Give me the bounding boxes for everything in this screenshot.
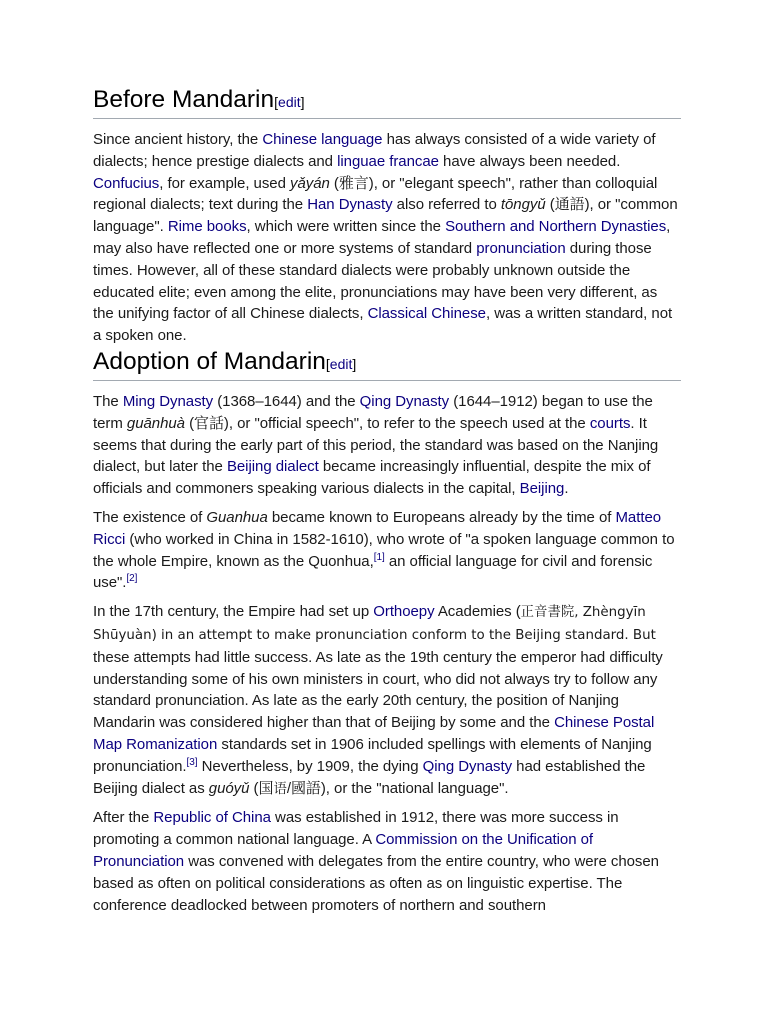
article-content	[93, 0, 681, 916]
text-run: was established in 1912, there was more success in promoting a common national language. A	[93, 809, 619, 849]
heading-text: Before Mandarin	[93, 86, 275, 113]
italic-term: guóyǔ	[208, 779, 250, 797]
link-han-dynasty[interactable]: Han Dynasty	[307, 196, 393, 214]
link-southern-northern-dynasties[interactable]: Southern and Northern Dynasties	[445, 218, 667, 236]
italic-term: tōngyǔ	[500, 196, 546, 214]
reference-marker	[374, 552, 385, 563]
text-run: also referred to	[392, 196, 501, 214]
text-run: , may also have reflected one or more systems of standard	[93, 218, 671, 257]
italic-term: yǎyán	[290, 174, 330, 192]
text-run: (1368–1644) and the	[213, 392, 360, 410]
link-matteo-ricci[interactable]: Matteo Ricci	[93, 508, 662, 548]
text-run: (通語), or "common language".	[93, 196, 678, 236]
edit-link[interactable]: edit	[329, 355, 353, 372]
link-rime-books[interactable]: Rime books	[167, 218, 247, 236]
reference-3[interactable]: [3]	[186, 756, 198, 768]
link-ming-dynasty[interactable]: Ming Dynasty	[122, 392, 214, 410]
text-run: (国	[249, 779, 274, 797]
text-run: .	[564, 480, 569, 498]
link-linguae-francae[interactable]: linguae francae	[337, 152, 439, 170]
text-run: was convened with delegates from the entire country, who were chosen based as often on political considerations as often as on linguistic expertise. The conference deadlocked between promoters of northern and southern	[93, 852, 659, 914]
italic-term: Guanhua	[206, 508, 268, 526]
text-run: had established the Beijing dialect as	[93, 757, 646, 797]
italic-term: guānhuà	[126, 414, 185, 432]
edit-section-link: [edit]	[274, 94, 305, 110]
text-run: (who worked in China in 1582-1610), who wrote of "a spoken language common to the whole Empire, known as the Quonhua,	[93, 530, 675, 570]
paragraph-guanhua	[93, 507, 681, 594]
text-run: , was a written standard, not a spoken one.	[93, 305, 673, 345]
text-run: became known to Europeans already by the time of	[267, 508, 616, 526]
text-run: these attempts had little success. As late as the 19th century the emperor had difficulty understanding some of his own ministers in court, who did not always try to follow any standard pronunciation. As late as the early 20th century, the position of Nanjing Mandarin was considered higher than that of Beijing by some and the	[93, 648, 663, 732]
text-run: became increasingly influential, despite the mix of officials and commoners speaking various dialects in the capital,	[93, 458, 651, 498]
text-run: /國語), or the "national language".	[286, 779, 509, 797]
reference-marker	[126, 573, 137, 584]
link-courts[interactable]: courts	[589, 414, 631, 432]
text-run: , for example, used	[159, 174, 290, 192]
reference-1[interactable]: [1]	[373, 551, 385, 563]
paragraph-republic-of-china	[93, 807, 681, 916]
link-commission-unification-pronunciation[interactable]: Commission on the Unification of Pronunciation	[93, 831, 594, 870]
reference-marker	[187, 757, 198, 768]
reference-2[interactable]: [2]	[126, 573, 138, 585]
link-beijing[interactable]: Beijing	[519, 480, 565, 498]
edit-link[interactable]: edit	[278, 94, 301, 110]
text-run: 正音書院, Zhèngyīn Shūyuàn) in an attempt to make pronunciation conform to the Beijing standard. But	[93, 605, 656, 643]
link-chinese-language[interactable]: Chinese language	[262, 131, 383, 148]
paragraph-17th-century	[93, 601, 681, 800]
text-run: an official language for civil and forensic use".	[93, 552, 653, 592]
link-qing-dynasty-2[interactable]: Qing Dynasty	[422, 757, 513, 775]
text-run: After the	[93, 809, 154, 827]
text-run: In the 17th century, the Empire had set up	[93, 603, 374, 621]
heading-text: Adoption of Mandarin	[93, 347, 326, 375]
text-run: The	[93, 392, 123, 410]
text-run: , which were written since the	[246, 218, 446, 236]
text-run: The existence of	[93, 508, 207, 526]
text-run: (雅言), or "elegant speech", rather than colloquial regional dialects; text during the	[93, 174, 658, 214]
text-run: (1644–1912) began to use the term	[93, 392, 653, 432]
text-run: have always been needed.	[438, 152, 621, 170]
link-orthoepy[interactable]: Orthoepy	[373, 603, 435, 621]
text-run: standards set in 1906 included spellings with elements of Nanjing pronunciation.	[93, 735, 652, 775]
edit-section-link: [edit]	[325, 355, 357, 372]
text-run: Academies (	[434, 603, 521, 621]
section-heading-before-mandarin	[93, 85, 681, 119]
text-run: (官話), or "official speech", to refer to the speech used at the	[184, 414, 590, 432]
text-run: . It seems that during the early part of this period, the standard was based on the Nanjing dialect, but later the	[93, 414, 659, 476]
link-confucius[interactable]: Confucius	[93, 174, 160, 192]
text-run: Since ancient history, the	[93, 131, 263, 148]
text-run: has always consisted of a wide variety of dialects; hence prestige dialects and	[93, 131, 656, 170]
text-run: 语	[273, 781, 287, 797]
text-run: during those times. However, all of these standard dialects were probably unknown outside the educated elite; even among the elite, pronunciations may have been very different, as the unifying factor of all Chinese dialects,	[93, 239, 658, 323]
link-qing-dynasty[interactable]: Qing Dynasty	[359, 392, 450, 410]
link-pronunciation[interactable]: pronunciation	[476, 239, 566, 257]
section-heading-adoption-of-mandarin	[93, 347, 681, 381]
text-run: Nevertheless, by 1909, the dying	[197, 757, 423, 775]
link-republic-of-china[interactable]: Republic of China	[153, 809, 271, 827]
paragraph-ming-qing	[93, 391, 681, 500]
link-classical-chinese[interactable]: Classical Chinese	[367, 305, 486, 323]
link-beijing-dialect[interactable]: Beijing dialect	[226, 458, 319, 476]
link-chinese-postal-map-romanization[interactable]: Chinese Postal Map Romanization	[93, 714, 655, 753]
paragraph-before-mandarin	[93, 129, 681, 347]
